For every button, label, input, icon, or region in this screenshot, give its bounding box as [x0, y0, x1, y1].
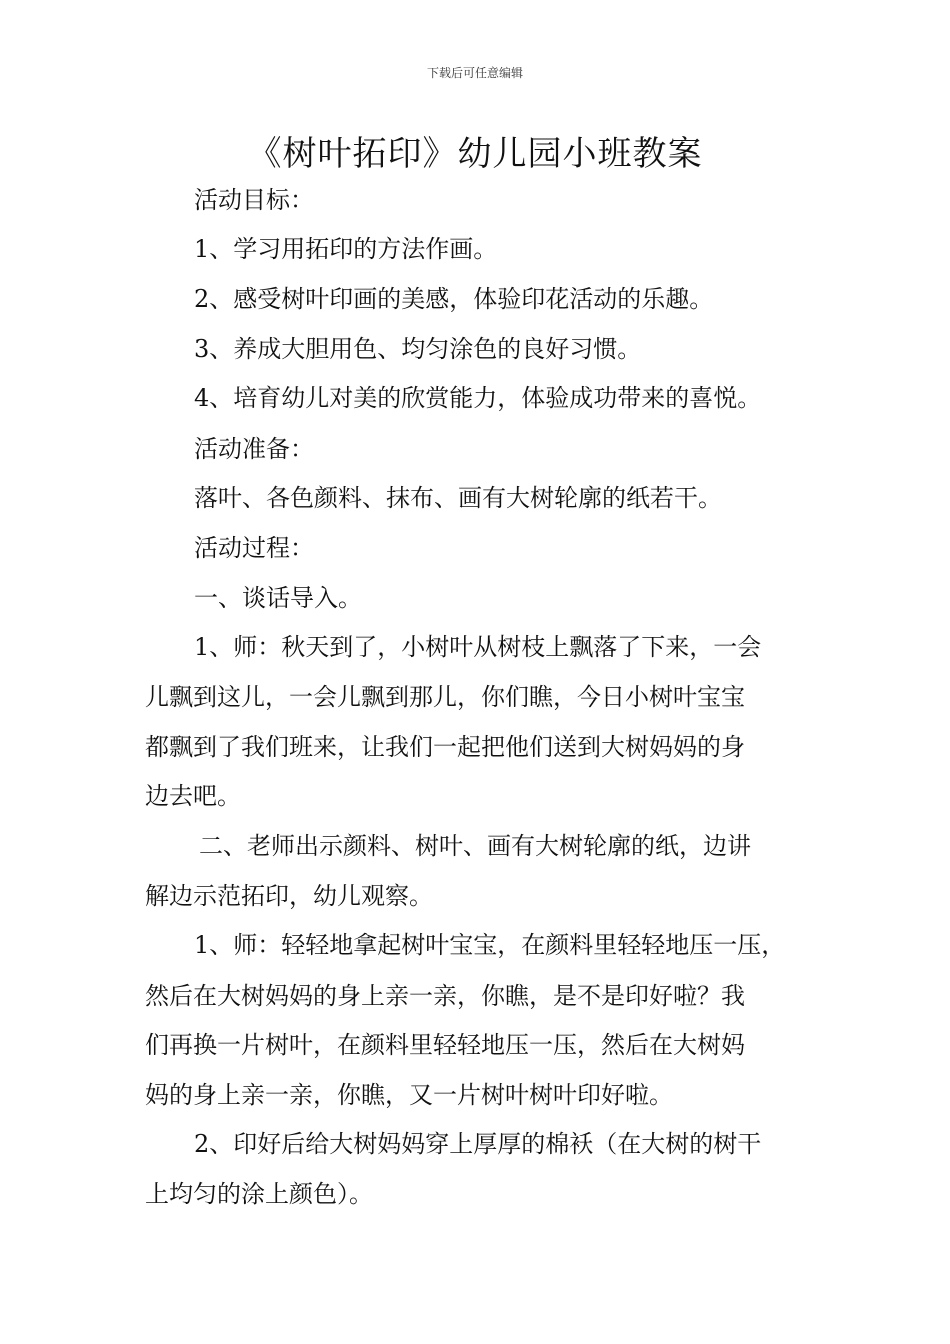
header-note: 下载后可任意编辑 [426, 66, 523, 80]
paragraph-line: 妈的身上亲一亲，你瞧，又一片树叶树叶印好啦。 [145, 1081, 673, 1109]
paragraph-line: 然后在大树妈妈的身上亲一亲，你瞧，是不是印好啦？我 [145, 982, 745, 1010]
paragraph-line: 边去吧。 [145, 782, 241, 810]
paragraph-line: 2、感受树叶印画的美感，体验印花活动的乐趣。 [194, 285, 714, 313]
paragraph-line: 们再换一片树叶，在颜料里轻轻地压一压，然后在大树妈 [145, 1031, 745, 1059]
paragraph-line: 3、养成大胆用色、均匀涂色的良好习惯。 [194, 335, 642, 363]
document-title: 《树叶拓印》幼儿园小班教案 [247, 134, 703, 174]
paragraph-line: 1、学习用拓印的方法作画。 [194, 235, 498, 263]
paragraph-line: 活动目标： [194, 186, 314, 214]
paragraph-line: 落叶、各色颜料、抹布、画有大树轮廓的纸若干。 [194, 484, 722, 512]
paragraph-line: 解边示范拓印，幼儿观察。 [145, 882, 433, 910]
paragraph-line: 都飘到了我们班来，让我们一起把他们送到大树妈妈的身 [145, 733, 745, 761]
paragraph-line: 4、培育幼儿对美的欣赏能力，体验成功带来的喜悦。 [194, 384, 762, 412]
paragraph-line: 二、老师出示颜料、树叶、画有大树轮廓的纸，边讲 [199, 832, 751, 860]
paragraph-line: 2、印好后给大树妈妈穿上厚厚的棉袄（在大树的树干 [194, 1130, 762, 1158]
paragraph-line: 儿飘到这儿，一会儿飘到那儿，你们瞧，今日小树叶宝宝 [145, 683, 745, 711]
paragraph-line: 活动准备： [194, 435, 314, 463]
paragraph-line: 上均匀的涂上颜色）。 [145, 1180, 373, 1208]
paragraph-line: 1、师：轻轻地拿起树叶宝宝，在颜料里轻轻地压一压， [194, 931, 786, 959]
paragraph-line: 一、谈话导入。 [194, 584, 362, 612]
paragraph-line: 活动过程： [194, 534, 314, 562]
paragraph-line: 1、师：秋天到了，小树叶从树枝上飘落了下来，一会 [194, 633, 762, 661]
